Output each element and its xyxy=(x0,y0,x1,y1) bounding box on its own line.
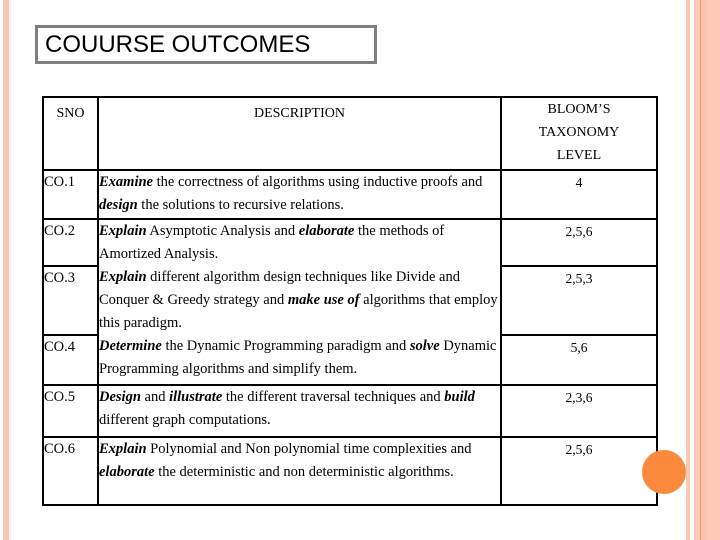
action-verb: Determine xyxy=(99,338,162,354)
row-description: Examine the correctness of algorithms using inductive proofs and design the solutions to recursive relations. xyxy=(98,170,501,219)
left-decorative-border-glow xyxy=(9,0,11,540)
row-sno: CO.2 xyxy=(43,219,98,266)
row-description: Explain different algorithm design techniques like Divide and Conquer & Greedy strategy and make use of algorithms that employ this paradigm. xyxy=(98,266,501,335)
table-row xyxy=(43,170,657,219)
header-blooms-level xyxy=(501,97,657,170)
action-verb: elaborate xyxy=(298,223,355,239)
action-verb: illustrate xyxy=(169,389,223,405)
table-header-row xyxy=(43,97,657,170)
row-level: 2,3,6 xyxy=(501,385,657,437)
header-description: DESCRIPTION xyxy=(98,97,501,170)
course-outcomes-table xyxy=(42,96,658,506)
decorative-orange-circle xyxy=(642,450,686,494)
header-sno: SNO xyxy=(43,97,98,170)
header-blooms-line1: BLOOM’S xyxy=(547,102,611,117)
action-verb: Design xyxy=(99,389,141,405)
row-sno: CO.1 xyxy=(43,170,98,219)
row-level: 2,5,6 xyxy=(501,437,657,505)
table-row xyxy=(43,219,657,266)
action-verb: Examine xyxy=(99,174,153,190)
row-sno: CO.3 xyxy=(43,266,98,335)
action-verb: Explain xyxy=(99,441,147,457)
row-description: Determine the Dynamic Programming paradigm and solve Dynamic Programming algorithms and simplify them. xyxy=(98,335,501,385)
row-description: Explain Polynomial and Non polynomial time complexities and elaborate the deterministic and non deterministic algorithms. xyxy=(98,437,501,505)
row-level: 2,5,3 xyxy=(501,266,657,335)
action-verb: make use of xyxy=(287,292,360,308)
action-verb: elaborate xyxy=(99,464,155,480)
row-sno: CO.5 xyxy=(43,385,98,437)
table-row xyxy=(43,335,657,385)
right-decorative-stripes xyxy=(678,0,720,540)
row-sno: CO.6 xyxy=(43,437,98,505)
header-blooms-line3: LEVEL xyxy=(556,148,602,163)
row-sno: CO.4 xyxy=(43,335,98,385)
table-row xyxy=(43,266,657,335)
row-level: 5,6 xyxy=(501,335,657,385)
row-level: 4 xyxy=(501,170,657,219)
action-verb: Explain xyxy=(99,269,147,285)
action-verb: build xyxy=(444,389,475,405)
action-verb: solve xyxy=(409,338,440,354)
slide-title: COUURSE OUTCOMES xyxy=(35,25,377,64)
row-description: Explain Asymptotic Analysis and elaborate the methods of Amortized Analysis. xyxy=(98,219,501,266)
action-verb: design xyxy=(99,197,138,213)
table-row xyxy=(43,437,657,505)
table-body xyxy=(43,170,657,505)
table-row xyxy=(43,385,657,437)
row-level: 2,5,6 xyxy=(501,219,657,266)
header-blooms-line2: TAXONOMY xyxy=(538,125,620,140)
row-description: Design and illustrate the different traversal techniques and build different graph computations. xyxy=(98,385,501,437)
action-verb: Explain xyxy=(99,223,147,239)
